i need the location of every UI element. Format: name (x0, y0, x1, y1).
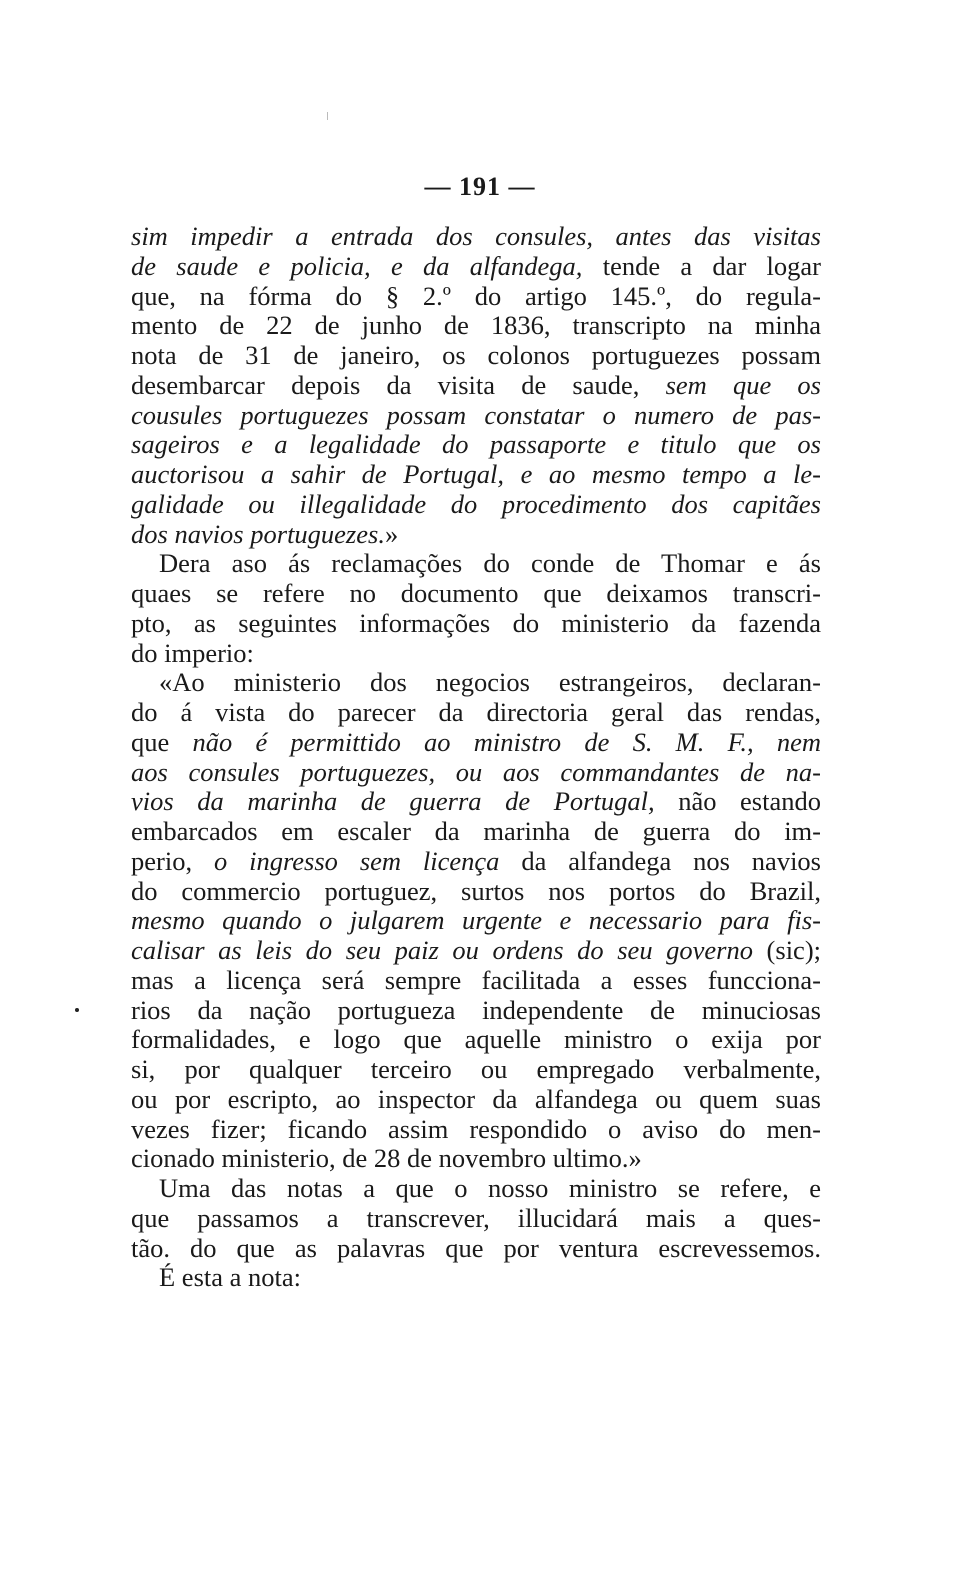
text-segment: do á vista do parecer da directoria geral das rendas, (131, 697, 821, 727)
text-segment: (sic); (752, 935, 822, 965)
text-line (131, 847, 821, 877)
italic-text-segment: aos consules portuguezes, ou aos commandantes de na- (131, 756, 821, 787)
text-segment: que passamos a transcrever, illucidará mais a ques- (131, 1202, 821, 1233)
italic-text-segment: calisar as leis do seu paiz ou ordens do seu governo (131, 935, 753, 965)
text-line (131, 668, 821, 698)
text-line (131, 371, 821, 401)
text-segment: » (384, 518, 399, 549)
text-line (131, 996, 821, 1026)
text-line (131, 490, 821, 520)
text-segment: tende a dar logar (582, 250, 821, 281)
text-line (131, 1263, 821, 1293)
text-line (131, 520, 821, 550)
text-segment: nota de 31 de janeiro, os colonos portuguezes possam (131, 340, 821, 370)
text-segment: embarcados em escaler da marinha de guerra do im- (131, 816, 821, 846)
text-line (131, 698, 821, 728)
text-line (131, 1174, 821, 1204)
text-line (131, 1144, 821, 1174)
page-number: — 191 — (424, 172, 536, 201)
text-segment: cionado ministerio, de 28 de novembro ultimo.» (131, 1143, 642, 1174)
italic-text-segment: sem que os (665, 369, 821, 400)
text-line (131, 579, 821, 609)
text-segment: desembarcar depois da visita de saude, (131, 369, 666, 400)
scan-artifact-mark (327, 112, 328, 120)
text-segment: não estando (654, 786, 821, 817)
text-segment: que (131, 726, 193, 757)
body-text (131, 222, 821, 1293)
text-line (131, 1234, 821, 1264)
text-line (131, 222, 821, 252)
italic-text-segment: de saude e policia, e da alfandega, (131, 250, 583, 281)
text-line (131, 728, 821, 758)
text-segment: É esta a nota: (159, 1262, 302, 1293)
text-line (131, 1055, 821, 1085)
italic-text-segment: auctorisou a sahir de Portugal, e ao mesmo tempo a le- (131, 459, 821, 489)
text-line (131, 401, 821, 431)
scan-artifact-dot (75, 1008, 79, 1012)
italic-text-segment: sageiros e a legalidade do passaporte e titulo que os (131, 429, 821, 460)
text-segment: rios da nação portugueza independente de minuciosas (131, 994, 821, 1025)
text-line (131, 936, 821, 966)
italic-text-segment: dos navios portuguezes. (131, 518, 385, 549)
text-line (131, 341, 821, 371)
text-line (131, 906, 821, 936)
text-line (131, 549, 821, 579)
text-line (131, 609, 821, 639)
text-line (131, 430, 821, 460)
text-line (131, 817, 821, 847)
text-line (131, 966, 821, 996)
text-segment: si, por qualquer terceiro ou empregado verbalmente, (131, 1054, 821, 1084)
text-segment: ou por escripto, ao inspector da alfandega ou quem suas (131, 1083, 821, 1114)
text-segment: do imperio: (131, 637, 254, 668)
text-line (131, 311, 821, 341)
text-segment: que, na fórma do § 2.º do artigo 145.º, do regula- (131, 280, 821, 311)
text-segment: tão. do que as palavras que por ventura escrevessemos. (131, 1232, 821, 1263)
text-line (131, 282, 821, 312)
text-line (131, 877, 821, 907)
italic-text-segment: o ingresso sem licença (213, 845, 500, 876)
text-line (131, 460, 821, 490)
text-segment: formalidades, e logo que aquelle ministro o exija por (131, 1024, 821, 1055)
italic-text-segment: cousules portuguezes possam constatar o numero de pas- (131, 399, 821, 430)
text-segment: mento de 22 de junho de 1836, transcripto na minha (131, 310, 821, 341)
text-segment: da alfandega nos navios (499, 845, 821, 876)
text-line (131, 639, 821, 669)
text-segment: mas a licença será sempre facilitada a esses funcciona- (131, 964, 821, 995)
text-line (131, 252, 821, 282)
text-segment: «Ao ministerio dos negocios estrangeiros, declaran- (159, 667, 821, 698)
italic-text-segment: vios da marinha de guerra de Portugal, (131, 786, 655, 817)
text-segment: vezes fizer; ficando assim respondido o aviso do men- (131, 1113, 821, 1144)
text-line (131, 758, 821, 788)
text-segment: Uma das notas a que o nosso ministro se refere, e (159, 1173, 821, 1203)
text-segment: Dera aso ás reclamações do conde de Thomar e ás (159, 548, 821, 579)
text-line (131, 1204, 821, 1234)
text-line (131, 1025, 821, 1055)
text-line (131, 1115, 821, 1145)
text-segment: pto, as seguintes informações do ministerio da fazenda (131, 607, 821, 638)
text-segment: perio, (131, 845, 214, 876)
text-line (131, 1085, 821, 1115)
italic-text-segment: não é permittido ao ministro de S. M. F., nem (192, 726, 821, 757)
text-line (131, 787, 821, 817)
text-segment: quaes se refere no documento que deixamos transcri- (131, 578, 821, 608)
italic-text-segment: mesmo quando o julgarem urgente e necessario para fis- (131, 905, 821, 936)
text-segment: do commercio portuguez, surtos nos portos do Brazil, (131, 875, 821, 906)
italic-text-segment: galidade ou illegalidade do procedimento dos capitães (131, 488, 821, 519)
italic-text-segment: sim impedir a entrada dos consules, antes das visitas (131, 221, 821, 251)
